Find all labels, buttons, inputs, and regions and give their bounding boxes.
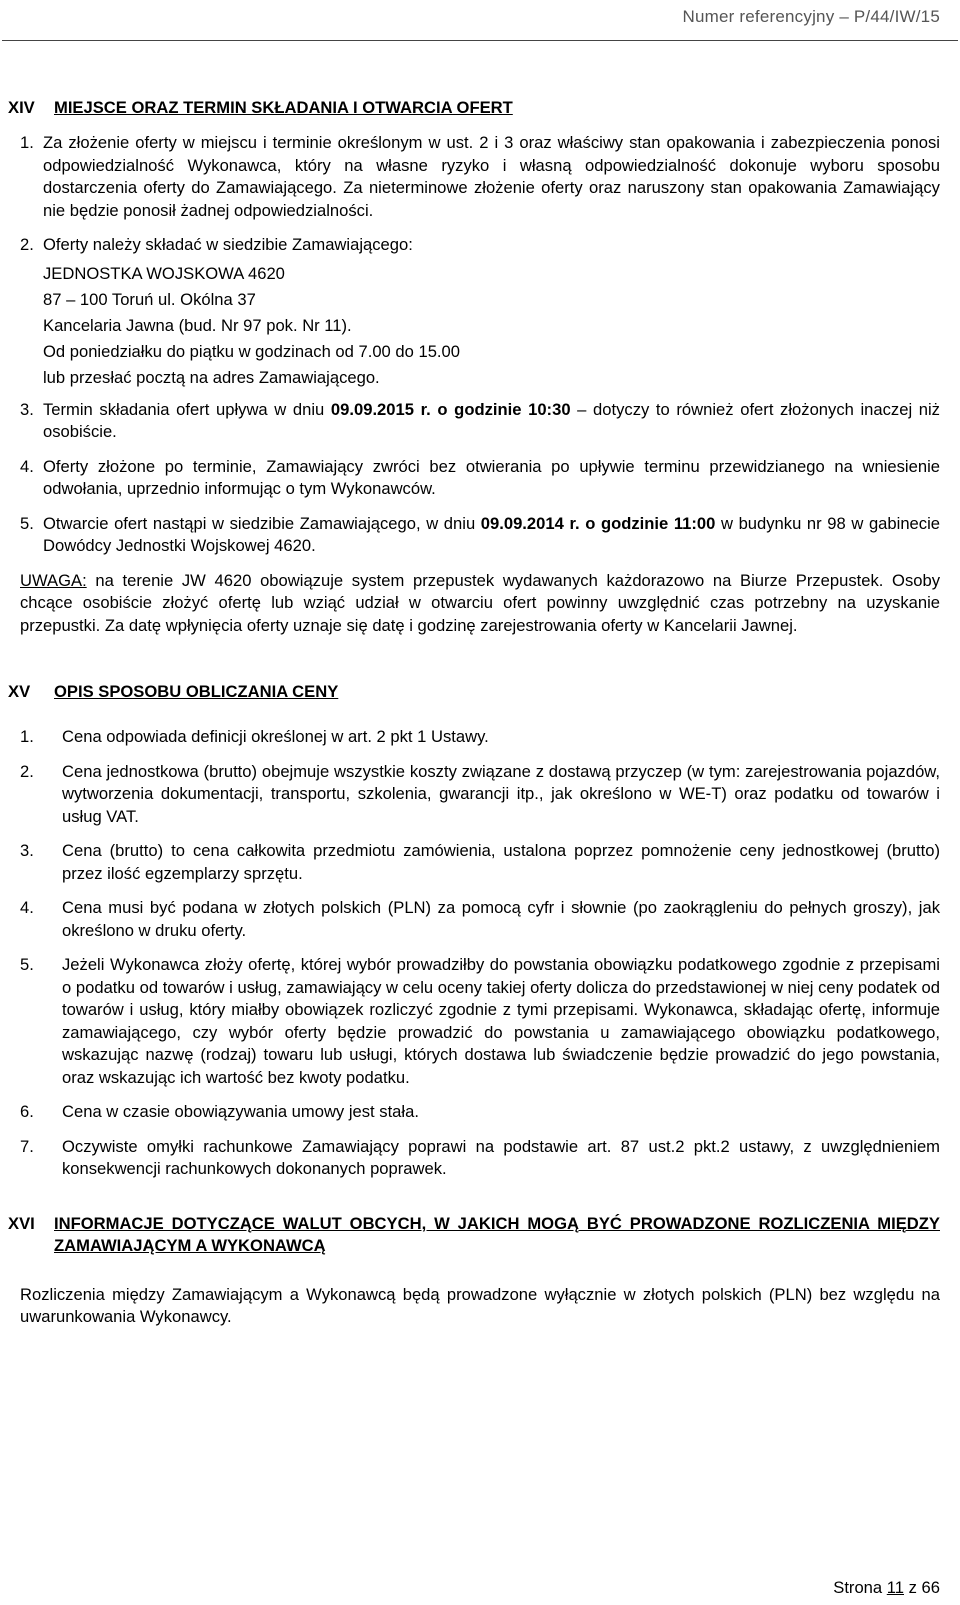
- deadline-date: 09.09.2015 r.: [330, 399, 431, 419]
- list-item: [0, 1136, 960, 1181]
- item-number: 3.: [20, 841, 34, 860]
- item-text: Cena musi być podana w złotych polskich (PLN) za pomocą cyfr i słownie (po zaokrągleniu do pełnych groszy), jak określono w druku oferty.: [62, 898, 940, 940]
- item-number: 6.: [20, 1102, 34, 1121]
- item-text: Otwarcie ofert nastąpi w siedzibie Zamawiającego, w dniu: [43, 513, 481, 533]
- footer-prefix: Strona: [833, 1578, 887, 1597]
- item-number: 5.: [20, 955, 34, 974]
- total-pages: 66: [921, 1578, 940, 1597]
- item-text: Cena (brutto) to cena całkowita przedmiotu zamówienia, ustalona poprzez pomnożenie ceny jednostkowej (brutto) przez ilość egzemplarzy sprzętu.: [62, 841, 940, 883]
- item-text: Oczywiste omyłki rachunkowe Zamawiający poprawi na podstawie art. 87 ust.2 pkt.2 ustawy, z uwzględnieniem konsekwencji rachunkowych dokonanych poprawek.: [62, 1136, 940, 1178]
- item-text-continued: – dotyczy to również ofert złożonych inaczej niż osobiście.: [43, 399, 940, 441]
- address-line-office: Kancelaria Jawna (bud. Nr 97 pok. Nr 11).: [43, 315, 352, 335]
- item-text: Oferty należy składać w siedzibie Zamawiającego:: [43, 235, 413, 254]
- item-number: 1.: [20, 133, 34, 152]
- item-text: Za złożenie oferty w miejscu i terminie określonym w ust. 2 i 3 oraz właściwy stan opakowania i zabezpieczenia ponosi odpowiedzialność Wykonawca, który na własne ryzyko i własną odpowiedzialność dokonuje wyboru sposobu dostarczenia oferty do Zamawiającego.: [43, 133, 940, 197]
- item-text: Oferty złożone po terminie, Zamawiający zwróci bez otwierania po upływie terminu przewidzianego na wniesienie odwołania, uprzednio informując o tym Wykonawców.: [43, 456, 940, 498]
- delivery-address: [0, 261, 960, 391]
- header-divider: [2, 40, 958, 41]
- item-number: 2.: [20, 761, 34, 781]
- item-text: Termin składania ofert upływa w dniu: [43, 399, 331, 419]
- item-number: 4.: [20, 898, 34, 917]
- section-xiv-item-2: [0, 234, 960, 257]
- section-title: OPIS SPOSOBU OBLICZANIA CENY: [54, 682, 339, 701]
- note-paragraph: [0, 570, 960, 638]
- document-body: [0, 97, 960, 1329]
- item-text-continued: w budynku nr 98 w gabinecie Dowódcy Jednostki Wojskowej 4620.: [43, 513, 940, 555]
- section-xv-heading: [0, 681, 960, 708]
- item-number: 5.: [20, 513, 34, 533]
- reference-number-header: Numer referencyjny – P/44/IW/15: [682, 7, 940, 26]
- list-item: [0, 840, 960, 885]
- section-xiv-item-5: [0, 513, 960, 558]
- note-label: UWAGA:: [20, 570, 87, 590]
- currency-text: Rozliczenia między Zamawiającym a Wykonawcą będą prowadzone wyłącznie w złotych polskich (PLN) bez względu na uwarunkowania Wykonawcy.: [20, 1284, 940, 1326]
- item-number: 4.: [20, 456, 34, 476]
- opening-time: o godzinie 11:00: [585, 513, 716, 533]
- address-line-post: lub przesłać pocztą na adres Zamawiającego.: [43, 367, 380, 387]
- item-text: Cena w czasie obowiązywania umowy jest stała.: [62, 1102, 419, 1121]
- item-number: 7.: [20, 1136, 34, 1156]
- section-xvi-heading: [0, 1213, 960, 1258]
- item-text: Cena odpowiada definicji określonej w art. 2 pkt 1 Ustawy.: [62, 727, 489, 746]
- section-number: XIV: [8, 98, 35, 117]
- item-number: 1.: [20, 727, 34, 746]
- list-item: [0, 954, 960, 1089]
- footer-separator: z: [904, 1578, 922, 1597]
- address-line-hours: Od poniedziałku do piątku w godzinach od 7.00 do 15.00: [43, 341, 460, 361]
- section-title: MIEJSCE ORAZ TERMIN SKŁADANIA I OTWARCIA OFERT: [54, 98, 513, 117]
- pricing-rules-list: [0, 726, 960, 1181]
- list-item: [0, 761, 960, 829]
- opening-date: 09.09.2014 r.: [480, 513, 580, 533]
- section-xiv-item-3: [0, 399, 960, 444]
- currency-paragraph: [0, 1284, 960, 1329]
- address-line-street: 87 – 100 Toruń ul. Okólna 37: [43, 289, 256, 309]
- address-line-unit: JEDNOSTKA WOJSKOWA 4620: [43, 263, 285, 283]
- item-number: 3.: [20, 399, 34, 419]
- deadline-time: o godzinie 10:30: [437, 399, 571, 419]
- section-number: XVI: [8, 1213, 35, 1233]
- section-xiv-item-4: [0, 456, 960, 501]
- current-page: 11: [886, 1578, 904, 1597]
- section-xiv-heading: [0, 97, 960, 124]
- note-text: na terenie JW 4620 obowiązuje system przepustek wydawanych każdorazowo na Biurze Przepustek. Osoby chcące osobiście złożyć ofertę lub wziąć udział w otwarciu ofert powinny uwzględnić czas potrzebny na uzyskanie przepustki. Za datę wpłynięcia oferty uznaje się datę i godzinę zarejestrowania oferty w Kancelarii Jawnej.: [20, 570, 940, 635]
- list-item: [0, 726, 960, 749]
- list-item: [0, 1101, 960, 1124]
- page-number-footer: [833, 1577, 940, 1600]
- section-number: XV: [8, 682, 31, 701]
- item-text: Cena jednostkowa (brutto) obejmuje wszystkie koszty związane z dostawą przyczep (w tym: zarejestrowania pojazdów, wytworzenia dokumentacji, transportu, szkolenia, gwarancji itp., jak określono w WE-T) oraz podatku od towarów i usług VAT.: [62, 761, 940, 826]
- item-text-continued: Za nieterminowe złożenie oferty oraz naruszony stan opakowania Zamawiający nie będzie ponosił żadnej odpowiedzialności.: [43, 178, 940, 220]
- section-xiv-item-1: [0, 132, 960, 222]
- section-title: INFORMACJE DOTYCZĄCE WALUT OBCYCH, W JAKICH MOGĄ BYĆ PROWADZONE ROZLICZENIA MIĘDZY ZAMAWIAJĄCYM A WYKONAWCĄ: [54, 1213, 940, 1255]
- item-number: 2.: [20, 235, 34, 254]
- list-item: [0, 897, 960, 942]
- item-text: Jeżeli Wykonawca złoży ofertę, której wybór prowadziłby do powstania obowiązku podatkowego zgodnie z przepisami o podatku od towarów i usług, zamawiający w celu oceny takiej oferty dolicza do przedstawionej w niej ceny podatek od towarów i usług, który miałby obowiązek rozliczyć zgodnie z tymi przepisami. Wykonawca, składając ofertę, informuje zamawiającego, czy wybór oferty będzie prowadzić do powstania u zamawiającego obowiązku podatkowego, wskazując nazwę (rodzaj) towaru lub usługi, których dostawa lub świadczenie będzie prowadzić do jego powstania, oraz wskazując ich wartość bez kwoty podatku.: [62, 955, 940, 1087]
